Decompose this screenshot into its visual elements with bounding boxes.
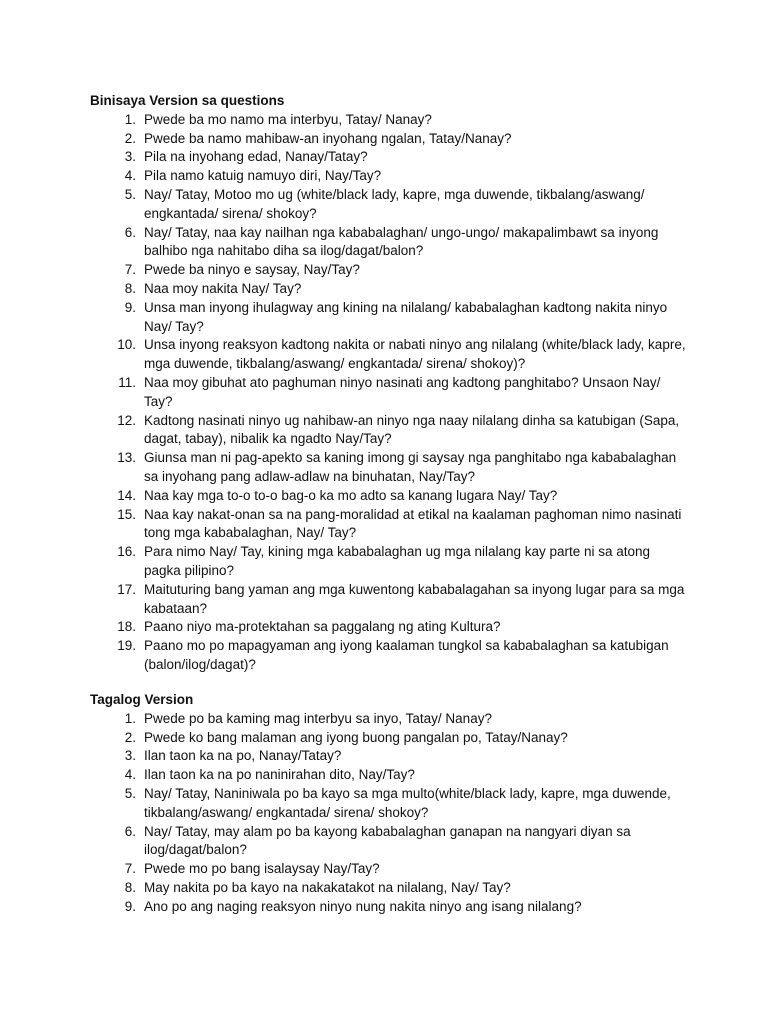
question-number: 6. xyxy=(124,224,136,240)
binisaya-heading: Binisaya Version sa questions xyxy=(90,93,285,108)
question-text: Naa kay mga to-o to-o bag-o ka mo adto sa kanang lugara Nay/ Tay? xyxy=(144,487,558,503)
question-text: Nay/ Tatay, naa kay nailhan nga kababalaghan/ ungo-ungo/ makapalimbawt sa inyong balhibo nga nahitabo diha sa ilog/dagat/balon? xyxy=(144,224,659,259)
question-item xyxy=(90,506,690,544)
question-text: Pwede ba namo mahibaw-an inyohang ngalan, Tatay/Nanay? xyxy=(144,130,512,146)
tagalog-heading: Tagalog Version xyxy=(90,692,194,707)
question-text: Ilan taon ka na po naninirahan dito, Nay/Tay? xyxy=(144,767,415,783)
question-number: 8. xyxy=(124,879,136,895)
question-item xyxy=(90,543,690,581)
question-item xyxy=(90,261,690,280)
question-item xyxy=(90,111,690,130)
question-text: Ilan taon ka na po, Nanay/Tatay? xyxy=(144,748,342,764)
question-text: Nay/ Tatay, Motoo mo ug (white/black lady, kapre, mga duwende, tikbalang/aswang/ engkantada/ sirena/ shokoy? xyxy=(144,186,645,221)
question-text: Unsa man inyong ihulagway ang kining na nilalang/ kababalaghan kadtong nakita ninyo Nay/ Tay? xyxy=(144,299,668,334)
question-item xyxy=(90,336,690,374)
question-number: 1. xyxy=(124,710,136,726)
question-number: 9. xyxy=(124,898,136,914)
question-item xyxy=(90,618,690,637)
question-item xyxy=(90,130,690,149)
question-text: Pila namo katuig namuyo diri, Nay/Tay? xyxy=(144,168,382,184)
question-item xyxy=(90,879,690,898)
question-text: Naa moy nakita Nay/ Tay? xyxy=(144,280,302,296)
tagalog-section xyxy=(90,691,690,917)
question-number: 8. xyxy=(124,280,136,296)
question-number: 7. xyxy=(124,861,136,877)
question-text: Pwede ko bang malaman ang iyong buong pangalan po, Tatay/Nanay? xyxy=(144,729,568,745)
question-text: Paano mo po mapagyaman ang iyong kaalaman tungkol sa kababalaghan sa katubigan (balon/ilog/dagat)? xyxy=(144,638,669,672)
question-text: Kadtong nasinati ninyo ug nahibaw-an ninyo nga naay nilalang dinha sa katubigan (Sapa, dagat, tabay), nibalik ka ngadto Nay/Tay? xyxy=(144,412,680,447)
question-item xyxy=(90,823,690,861)
question-item xyxy=(90,412,690,450)
question-number: 14. xyxy=(117,487,136,503)
question-text: Nay/ Tatay, Naniniwala po ba kayo sa mga multo(white/black lady, kapre, mga duwende, tikbalang/aswang/ engkantada/ sirena/ shokoy? xyxy=(144,785,671,820)
question-number: 13. xyxy=(117,450,136,466)
question-item xyxy=(90,224,690,262)
question-number: 3. xyxy=(124,149,136,165)
question-item xyxy=(90,449,690,487)
question-item xyxy=(90,148,690,167)
question-text: May nakita po ba kayo na nakakatakot na nilalang, Nay/ Tay? xyxy=(144,879,511,895)
question-item xyxy=(90,898,690,917)
question-item xyxy=(90,167,690,186)
question-item xyxy=(90,186,690,224)
question-text: Pwede ba ninyo e saysay, Nay/Tay? xyxy=(144,262,360,278)
tagalog-question-list xyxy=(90,710,690,917)
binisaya-question-list xyxy=(90,111,690,675)
question-item xyxy=(90,710,690,729)
question-item xyxy=(90,729,690,748)
question-item xyxy=(90,280,690,299)
question-text: Pwede po ba kaming mag interbyu sa inyo, Tatay/ Nanay? xyxy=(144,710,492,726)
question-item xyxy=(90,785,690,823)
question-number: 1. xyxy=(124,111,136,127)
question-text: Pwede mo po bang isalaysay Nay/Tay? xyxy=(144,861,380,877)
question-number: 12. xyxy=(117,412,136,428)
question-text: Naa kay nakat-onan sa na pang-moralidad at etikal na kaalaman paghoman nimo nasinati tong mga kababalaghan, Nay/ Tay? xyxy=(144,506,682,541)
question-number: 11. xyxy=(118,374,136,390)
question-number: 18. xyxy=(117,619,136,635)
question-number: 15. xyxy=(117,506,136,522)
question-text: Giunsa man ni pag-apekto sa kaning imong gi saysay nga panghitabo nga kababalaghan sa inyohang pang adlaw-adlaw na binuhatan, Nay/Tay? xyxy=(144,450,677,484)
question-number: 7. xyxy=(124,262,136,278)
question-number: 2. xyxy=(124,729,136,745)
question-number: 3. xyxy=(124,748,136,764)
question-number: 19. xyxy=(117,638,136,654)
question-number: 16. xyxy=(117,544,136,560)
question-item xyxy=(90,766,690,785)
question-item xyxy=(90,487,690,506)
question-number: 5. xyxy=(124,186,136,202)
question-text: Nay/ Tatay, may alam po ba kayong kababalaghan ganapan na nangyari diyan sa ilog/dagat/balon? xyxy=(144,823,631,858)
question-text: Naa moy gibuhat ato paghuman ninyo nasinati ang kadtong panghitabo? Unsaon Nay/ Tay? xyxy=(144,374,661,409)
question-number: 4. xyxy=(124,168,136,184)
question-item xyxy=(90,637,690,675)
question-text: Paano niyo ma-protektahan sa paggalang ng ating Kultura? xyxy=(144,619,501,635)
question-number: 9. xyxy=(124,299,136,315)
question-number: 17. xyxy=(117,581,136,597)
question-text: Ano po ang naging reaksyon ninyo nung nakita ninyo ang isang nilalang? xyxy=(144,898,582,914)
question-number: 4. xyxy=(124,767,136,783)
question-item xyxy=(90,374,690,412)
question-item xyxy=(90,860,690,879)
question-text: Para nimo Nay/ Tay, kining mga kababalaghan ug mga nilalang kay parte ni sa atong pagka pilipino? xyxy=(144,544,651,578)
question-item xyxy=(90,747,690,766)
binisaya-section xyxy=(90,92,690,675)
question-number: 5. xyxy=(124,785,136,801)
question-text: Maituturing bang yaman ang mga kuwentong kababalagahan sa inyong lugar para sa mga kabataan? xyxy=(144,581,685,616)
question-item xyxy=(90,299,690,337)
question-item xyxy=(90,581,690,619)
question-text: Pwede ba mo namo ma interbyu, Tatay/ Nanay? xyxy=(144,111,432,127)
question-text: Pila na inyohang edad, Nanay/Tatay? xyxy=(144,149,368,165)
question-number: 6. xyxy=(124,823,136,839)
question-number: 2. xyxy=(124,130,136,146)
question-number: 10. xyxy=(117,337,136,353)
question-text: Unsa inyong reaksyon kadtong nakita or nabati ninyo ang nilalang (white/black lady, kapre, mga duwende, tikbalang/aswang/ engkantada/ sirena/ shokoy)? xyxy=(144,337,686,372)
